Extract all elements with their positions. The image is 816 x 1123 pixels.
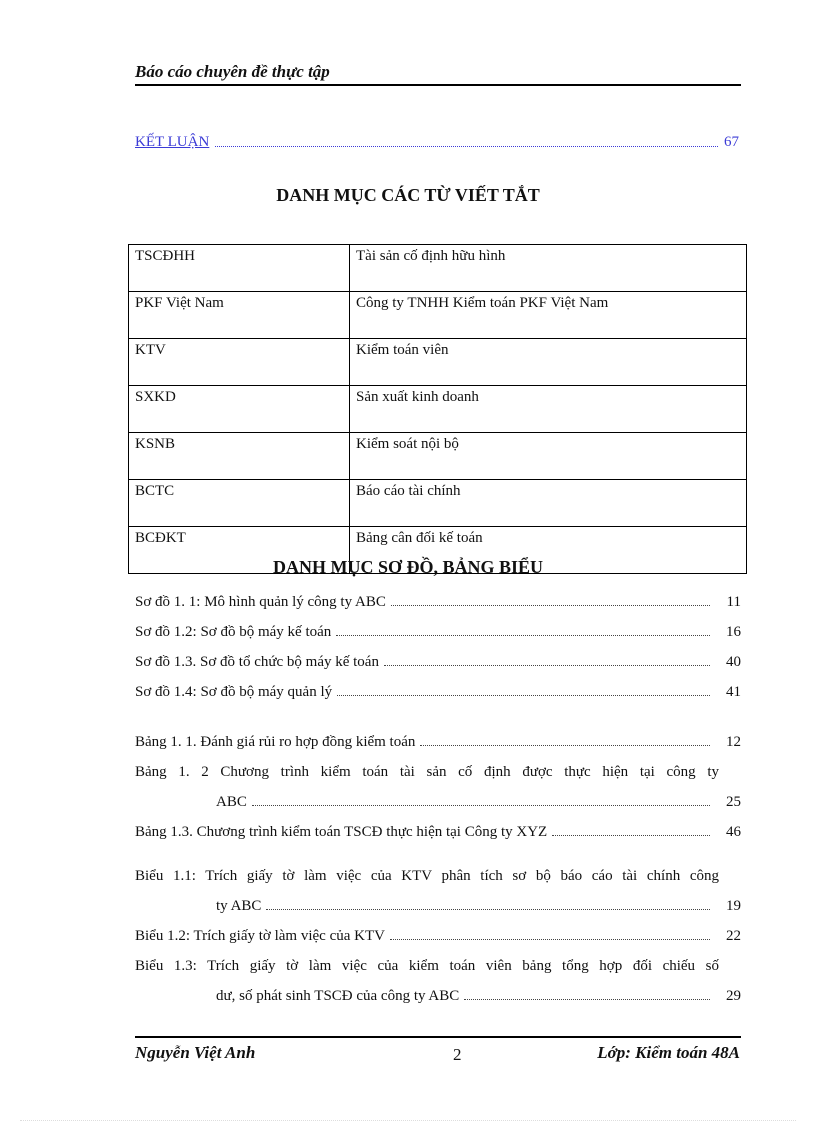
leader-dots [391, 605, 710, 606]
abbr-cell: PKF Việt Nam [129, 292, 350, 339]
abbreviations-heading: DANH MỤC CÁC TỪ VIẾT TẮT [276, 185, 540, 205]
abbr-cell: SXKD [129, 386, 350, 433]
list-item-page: 12 [726, 734, 741, 750]
meaning-cell: Kiểm toán viên [350, 339, 747, 386]
list-item-page: 46 [726, 824, 741, 840]
list-item-text: Sơ đồ 1. 1: Mô hình quản lý công ty ABC [135, 594, 386, 610]
list-item[interactable] [135, 928, 741, 945]
list-item-text: Biểu 1.2: Trích giấy tờ làm việc của KTV [135, 928, 385, 944]
toc-link-label[interactable]: KẾT LUẬN [135, 134, 210, 150]
table-row [129, 245, 747, 292]
list-item-text: Sơ đồ 1.4: Sơ đồ bộ máy quản lý [135, 684, 333, 700]
list-item[interactable] [216, 898, 741, 915]
abbr-cell: BCĐKT [129, 527, 350, 574]
leader-dots [552, 835, 710, 836]
list-item-page: 40 [726, 654, 741, 670]
list-item[interactable] [135, 594, 741, 611]
toc-leader-dots [215, 146, 718, 147]
footer-author: Nguyễn Việt Anh [135, 1043, 256, 1062]
table-row [129, 433, 747, 480]
list-item-page: 29 [726, 988, 741, 1004]
meaning-cell: Báo cáo tài chính [350, 480, 747, 527]
list-item-text: Bảng 1. 2 Chương trình kiểm toán tài sản cố định được thực hiện tại công ty [135, 764, 719, 780]
leader-dots [420, 745, 710, 746]
list-item[interactable] [135, 734, 741, 751]
list-item-text: ABC [216, 794, 247, 810]
list-item-page: 22 [726, 928, 741, 944]
footer-page-number: 2 [453, 1045, 462, 1064]
list-item-text: Bảng 1.3. Chương trình kiểm toán TSCĐ thực hiện tại Công ty XYZ [135, 824, 548, 840]
abbreviations-table [128, 244, 747, 574]
leader-dots [266, 909, 710, 910]
leader-dots [336, 635, 710, 636]
footer-class: Lớp: Kiểm toán 48A [597, 1043, 740, 1062]
header-divider [135, 84, 741, 86]
abbr-cell: KSNB [129, 433, 350, 480]
list-item-page: 19 [726, 898, 741, 914]
list-item-page: 25 [726, 794, 741, 810]
abbr-cell: TSCĐHH [129, 245, 350, 292]
list-item-text: dư, số phát sinh TSCĐ của công ty ABC [216, 988, 460, 1004]
toc-link-page: 67 [724, 134, 739, 150]
table-row [129, 339, 747, 386]
leader-dots [384, 665, 710, 666]
list-item-text: Bảng 1. 1. Đánh giá rủi ro hợp đồng kiểm toán [135, 734, 416, 750]
table-row [129, 292, 747, 339]
list-item-text: Biểu 1.1: Trích giấy tờ làm việc của KTV phân tích sơ bộ báo cáo tài chính công [135, 868, 719, 884]
meaning-cell: Công ty TNHH Kiểm toán PKF Việt Nam [350, 292, 747, 339]
list-item[interactable] [135, 624, 741, 641]
list-item-page: 41 [726, 684, 741, 700]
meaning-cell: Bảng cân đối kế toán [350, 527, 747, 574]
toc-link-conclusion[interactable] [135, 134, 739, 151]
leader-dots [390, 939, 710, 940]
meaning-cell: Kiểm soát nội bộ [350, 433, 747, 480]
list-item[interactable] [216, 794, 741, 811]
leader-dots [464, 999, 710, 1000]
meaning-cell: Sản xuất kinh doanh [350, 386, 747, 433]
abbr-cell: BCTC [129, 480, 350, 527]
abbr-cell: KTV [129, 339, 350, 386]
list-item[interactable] [135, 684, 741, 701]
page-bottom-edge [20, 1120, 796, 1121]
table-row [129, 386, 747, 433]
list-item-page: 11 [726, 594, 741, 610]
list-item[interactable] [216, 988, 741, 1005]
figures-heading: DANH MỤC SƠ ĐỒ, BẢNG BIỂU [272, 557, 544, 577]
list-item[interactable] [135, 824, 741, 841]
footer-divider [135, 1036, 741, 1038]
list-item-page: 16 [726, 624, 741, 640]
leader-dots [337, 695, 710, 696]
header-title: Báo cáo chuyên đề thực tập [135, 62, 330, 81]
meaning-cell: Tài sản cố định hữu hình [350, 245, 747, 292]
list-item-text: Sơ đồ 1.2: Sơ đồ bộ máy kế toán [135, 624, 332, 640]
list-item-text: Biểu 1.3: Trích giấy tờ làm việc của kiểm toán viên bảng tổng hợp đối chiếu số [135, 958, 719, 974]
list-item[interactable] [135, 654, 741, 671]
list-item-text: Sơ đồ 1.3. Sơ đồ tổ chức bộ máy kế toán [135, 654, 379, 670]
list-item-text: ty ABC [216, 898, 262, 914]
table-row [129, 480, 747, 527]
leader-dots [252, 805, 710, 806]
